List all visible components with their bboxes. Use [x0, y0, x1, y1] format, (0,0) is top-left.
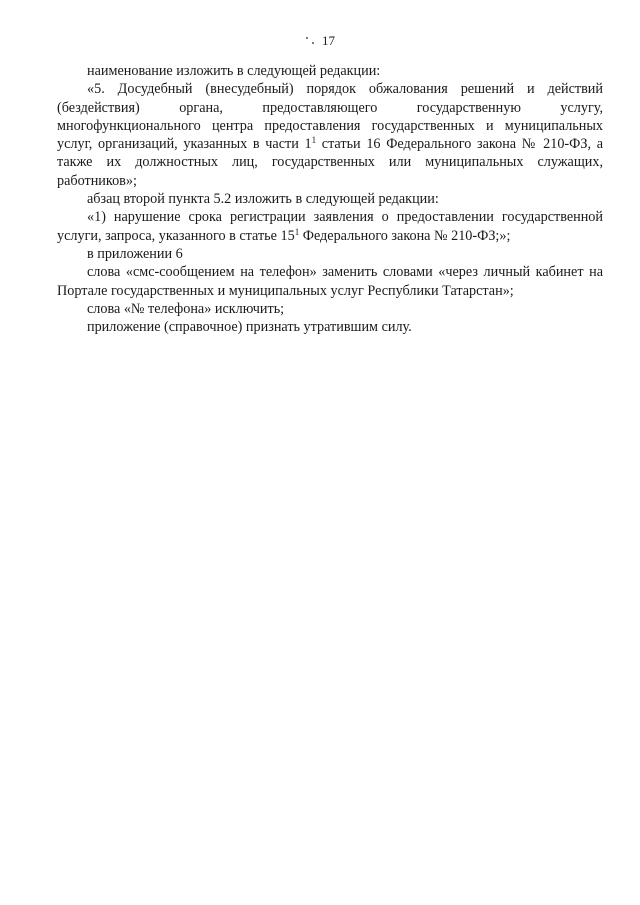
paragraph-appendix-void: приложение (справочное) признать утратившим силу.: [87, 319, 412, 336]
paragraph-heading-instruction: наименование изложить в следующей редакции:: [87, 63, 381, 79]
paragraph-text: «1) нарушение срока регистрации заявления о предоставлении государственной услуги, запроса, указанного в статье 15: [57, 209, 603, 244]
superscript: 1: [311, 135, 317, 146]
paragraph-replace-words: слова «смс-сообщением на телефон» заменить словами «через личный кабинет на Портале государственных и муниципальных услуг Республики Татарстан»;: [57, 264, 603, 299]
paragraph-remove-words: слова «№ телефона» исключить;: [87, 300, 285, 317]
scan-speck: [312, 42, 314, 44]
paragraph-text: «5. Досудебный (внесудебный) порядок обжалования решений и действий (бездействия) органа, предоставляющего государственную услугу, многофункционального центра предоставления государственных и муниципальных услуг, организаций, указанных в части 1: [57, 81, 603, 153]
superscript: 1: [294, 226, 300, 237]
paragraph-text: статьи 16 Федерального закона № 210-ФЗ, а также их должностных лиц, государственных или муниципальных служащих, работников»;: [57, 136, 603, 189]
paragraph-section-5-title: [57, 80, 603, 190]
paragraph-appendix-6: в приложении 6: [87, 245, 183, 262]
paragraph-clause-instruction: абзац второй пункта 5.2 изложить в следующей редакции:: [87, 191, 439, 208]
paragraph-clause-1: [57, 208, 603, 245]
paragraph-text: Федерального закона № 210-ФЗ;»;: [299, 227, 511, 244]
page-number: 17: [322, 33, 335, 48]
document-body: [57, 62, 603, 336]
scan-speck: [306, 37, 308, 39]
